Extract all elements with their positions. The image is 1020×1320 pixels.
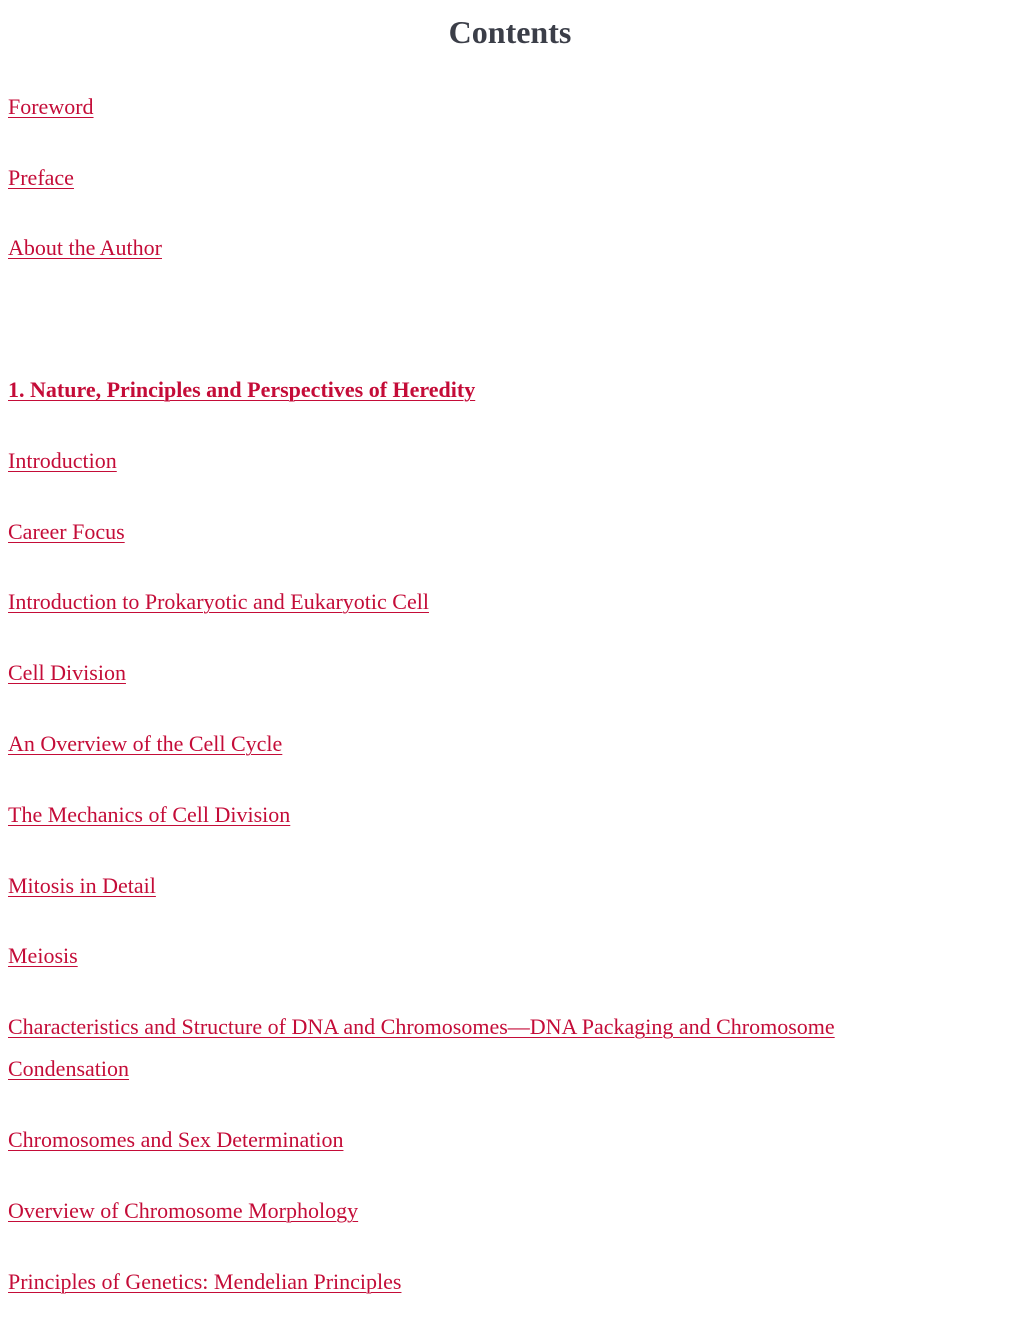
toc-link-dna-chromosome-structure[interactable]: Characteristics and Structure of DNA and Chromosomes—DNA Packaging and Chromosome Condensation — [8, 1014, 835, 1081]
toc-link-mendelian-principles[interactable]: Principles of Genetics: Mendelian Principles — [8, 1269, 402, 1294]
toc-link-foreword[interactable]: Foreword — [8, 94, 94, 119]
toc-link-introduction[interactable]: Introduction — [8, 448, 117, 473]
toc-link-prokaryotic-eukaryotic-cell[interactable]: Introduction to Prokaryotic and Eukaryotic Cell — [8, 589, 429, 614]
toc-link-mitosis-in-detail[interactable]: Mitosis in Detail — [8, 873, 156, 898]
toc-link-cell-division[interactable]: Cell Division — [8, 660, 126, 685]
toc-link-cell-cycle-overview[interactable]: An Overview of the Cell Cycle — [8, 731, 283, 756]
toc-link-preface[interactable]: Preface — [8, 165, 74, 190]
toc-link-meiosis[interactable]: Meiosis — [8, 943, 78, 968]
toc-link-chromosomes-sex-determination[interactable]: Chromosomes and Sex Determination — [8, 1127, 344, 1152]
toc-link-chromosome-morphology[interactable]: Overview of Chromosome Morphology — [8, 1198, 359, 1223]
toc-link-career-focus[interactable]: Career Focus — [8, 519, 125, 544]
toc-link-mechanics-of-cell-division[interactable]: The Mechanics of Cell Division — [8, 802, 291, 827]
toc-link-chapter-1[interactable]: 1. Nature, Principles and Perspectives of Heredity — [8, 377, 476, 402]
page-title: Contents — [448, 14, 572, 50]
toc-link-about-the-author[interactable]: About the Author — [8, 235, 162, 260]
